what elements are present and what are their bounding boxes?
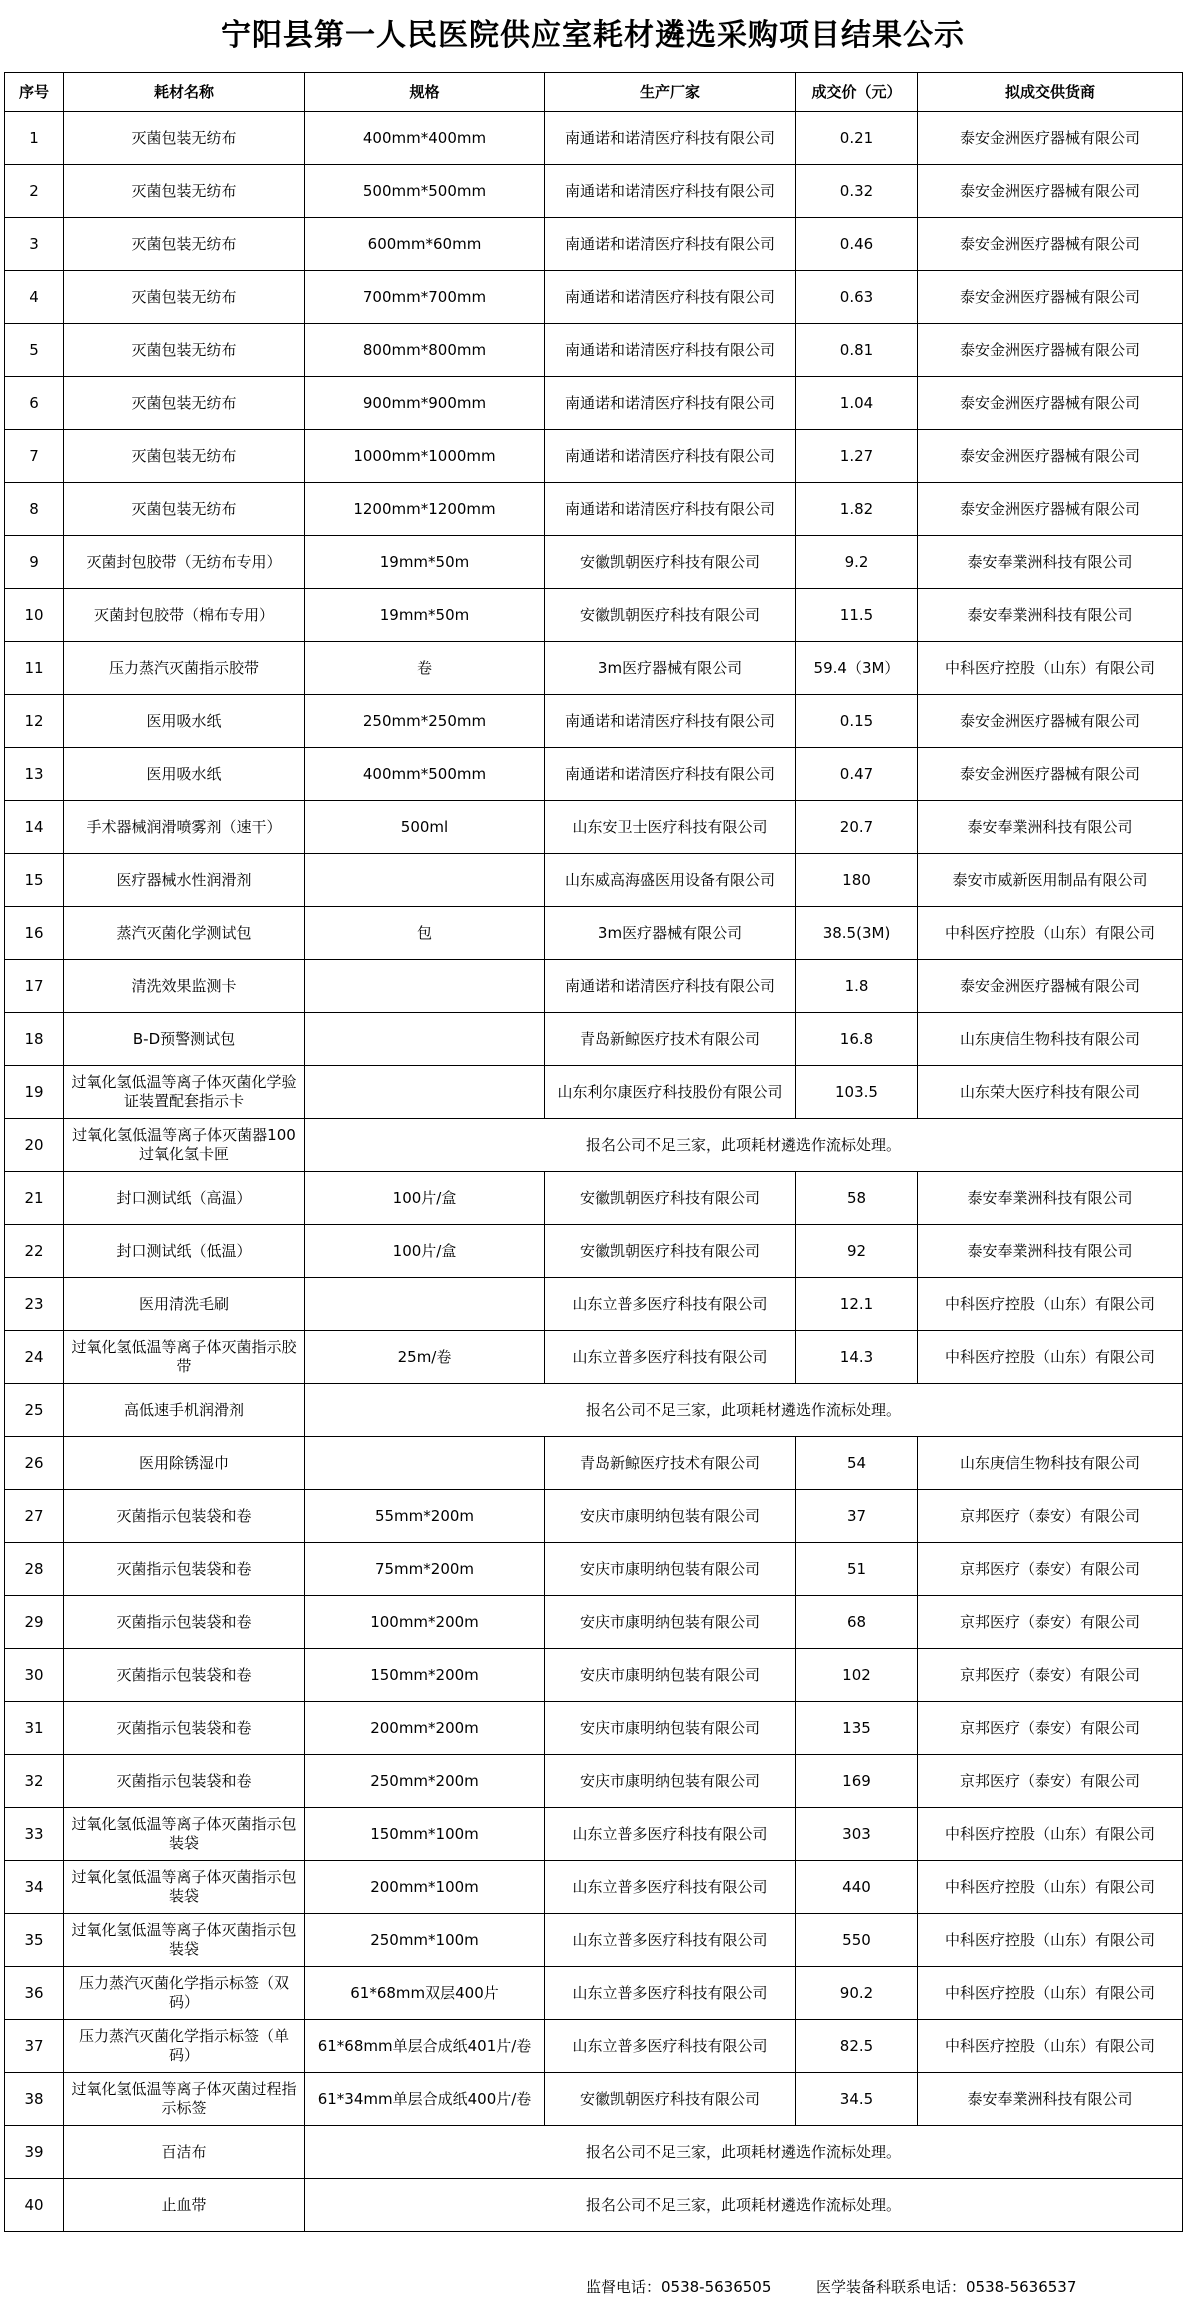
cell-spec: 19mm*50m [305,589,545,642]
cell-name: 灭菌指示包装袋和卷 [64,1702,305,1755]
cell-no: 25 [5,1384,64,1437]
cell-no: 20 [5,1119,64,1172]
cell-spec: 200mm*200m [305,1702,545,1755]
cell-supplier: 泰安奉業洲科技有限公司 [918,536,1183,589]
cell-no: 31 [5,1702,64,1755]
cell-maker: 青岛新鲸医疗技术有限公司 [545,1013,796,1066]
table-row [5,642,1183,695]
cell-maker: 安庆市康明纳包装有限公司 [545,1490,796,1543]
cell-price: 11.5 [796,589,918,642]
cell-name: 百洁布 [64,2126,305,2179]
cell-no: 14 [5,801,64,854]
cell-price: 303 [796,1808,918,1861]
cell-maker: 安庆市康明纳包装有限公司 [545,1543,796,1596]
cell-price: 82.5 [796,2020,918,2073]
cell-name: 清洗效果监测卡 [64,960,305,1013]
table-row [5,377,1183,430]
cell-price: 0.32 [796,165,918,218]
cell-supplier: 中科医疗控股（山东）有限公司 [918,1861,1183,1914]
cell-name: 压力蒸汽灭菌化学指示标签（双码） [64,1967,305,2020]
cell-name: 医用吸水纸 [64,748,305,801]
cell-maker: 山东利尔康医疗科技股份有限公司 [545,1066,796,1119]
table-row [5,1755,1183,1808]
cell-no: 16 [5,907,64,960]
cell-spec: 200mm*100m [305,1861,545,1914]
cell-price: 169 [796,1755,918,1808]
cell-supplier: 中科医疗控股（山东）有限公司 [918,1278,1183,1331]
cell-no: 38 [5,2073,64,2126]
cell-name: 灭菌指示包装袋和卷 [64,1596,305,1649]
table-row [5,1384,1183,1437]
cell-spec: 100片/盒 [305,1225,545,1278]
cell-supplier: 泰安金洲医疗器械有限公司 [918,377,1183,430]
cell-supplier: 京邦医疗（泰安）有限公司 [918,1543,1183,1596]
cell-supplier: 泰安金洲医疗器械有限公司 [918,960,1183,1013]
cell-spec: 900mm*900mm [305,377,545,430]
cell-spec [305,1278,545,1331]
cell-no: 21 [5,1172,64,1225]
cell-no: 12 [5,695,64,748]
cell-no: 35 [5,1914,64,1967]
cell-price: 1.8 [796,960,918,1013]
cell-no: 33 [5,1808,64,1861]
cell-no: 6 [5,377,64,430]
cell-supplier: 泰安奉業洲科技有限公司 [918,801,1183,854]
table-row [5,1861,1183,1914]
table-row [5,1490,1183,1543]
cell-supplier: 泰安奉業洲科技有限公司 [918,2073,1183,2126]
cell-maker: 3m医疗器械有限公司 [545,642,796,695]
cell-spec: 150mm*200m [305,1649,545,1702]
header-spec: 规格 [305,73,545,112]
cell-spec: 400mm*400mm [305,112,545,165]
supervision-phone: 监督电话：0538-5636505 [586,2278,772,2296]
cell-merged-note: 报名公司不足三家，此项耗材遴选作流标处理。 [305,1384,1183,1437]
table-row [5,1649,1183,1702]
cell-supplier: 泰安金洲医疗器械有限公司 [918,112,1183,165]
cell-maker: 安徽凯朝医疗科技有限公司 [545,1225,796,1278]
table-row [5,324,1183,377]
cell-supplier: 泰安奉業洲科技有限公司 [918,589,1183,642]
cell-maker: 南通诺和诺清医疗科技有限公司 [545,218,796,271]
cell-supplier: 京邦医疗（泰安）有限公司 [918,1755,1183,1808]
table-row [5,536,1183,589]
cell-spec: 61*68mm单层合成纸401片/卷 [305,2020,545,2073]
cell-supplier: 泰安金洲医疗器械有限公司 [918,324,1183,377]
cell-no: 4 [5,271,64,324]
header-no: 序号 [5,73,64,112]
cell-maker: 南通诺和诺清医疗科技有限公司 [545,112,796,165]
cell-no: 36 [5,1967,64,2020]
cell-supplier: 山东庚信生物科技有限公司 [918,1013,1183,1066]
cell-supplier: 京邦医疗（泰安）有限公司 [918,1596,1183,1649]
cell-no: 39 [5,2126,64,2179]
cell-no: 5 [5,324,64,377]
cell-spec: 61*34mm单层合成纸400片/卷 [305,2073,545,2126]
table-row [5,854,1183,907]
cell-merged-note: 报名公司不足三家，此项耗材遴选作流标处理。 [305,1119,1183,1172]
table-row [5,1066,1183,1119]
cell-name: 灭菌包装无纺布 [64,112,305,165]
cell-no: 24 [5,1331,64,1384]
cell-maker: 安庆市康明纳包装有限公司 [545,1702,796,1755]
cell-no: 10 [5,589,64,642]
cell-no: 15 [5,854,64,907]
cell-price: 0.15 [796,695,918,748]
cell-price: 102 [796,1649,918,1702]
cell-maker: 南通诺和诺清医疗科技有限公司 [545,960,796,1013]
cell-price: 1.82 [796,483,918,536]
cell-name: 医用清洗毛刷 [64,1278,305,1331]
cell-no: 27 [5,1490,64,1543]
table-row [5,907,1183,960]
cell-no: 19 [5,1066,64,1119]
cell-maker: 南通诺和诺清医疗科技有限公司 [545,271,796,324]
cell-no: 9 [5,536,64,589]
cell-supplier: 泰安金洲医疗器械有限公司 [918,271,1183,324]
cell-supplier: 中科医疗控股（山东）有限公司 [918,907,1183,960]
cell-price: 34.5 [796,2073,918,2126]
cell-spec [305,1066,545,1119]
table-row [5,1119,1183,1172]
cell-spec: 400mm*500mm [305,748,545,801]
cell-name: 灭菌封包胶带（棉布专用） [64,589,305,642]
cell-price: 180 [796,854,918,907]
cell-name: 手术器械润滑喷雾剂（速干） [64,801,305,854]
cell-price: 0.81 [796,324,918,377]
cell-no: 30 [5,1649,64,1702]
table-row [5,1543,1183,1596]
table-row [5,271,1183,324]
cell-spec: 250mm*250mm [305,695,545,748]
cell-name: 过氧化氢低温等离子体灭菌指示包装袋 [64,1861,305,1914]
cell-no: 34 [5,1861,64,1914]
cell-name: 医疗器械水性润滑剂 [64,854,305,907]
cell-no: 40 [5,2179,64,2232]
cell-name: 灭菌指示包装袋和卷 [64,1490,305,1543]
cell-no: 23 [5,1278,64,1331]
table-row [5,1914,1183,1967]
cell-spec: 150mm*100m [305,1808,545,1861]
cell-maker: 山东安卫士医疗科技有限公司 [545,801,796,854]
table-row [5,1437,1183,1490]
cell-name: B-D预警测试包 [64,1013,305,1066]
cell-supplier: 山东庚信生物科技有限公司 [918,1437,1183,1490]
cell-price: 38.5(3M) [796,907,918,960]
page-title: 宁阳县第一人民医院供应室耗材遴选采购项目结果公示 [221,18,965,53]
cell-spec: 500mm*500mm [305,165,545,218]
cell-name: 灭菌包装无纺布 [64,430,305,483]
cell-no: 37 [5,2020,64,2073]
cell-spec: 卷 [305,642,545,695]
cell-supplier: 泰安金洲医疗器械有限公司 [918,695,1183,748]
cell-supplier: 中科医疗控股（山东）有限公司 [918,1808,1183,1861]
cell-maker: 安徽凯朝医疗科技有限公司 [545,536,796,589]
cell-no: 11 [5,642,64,695]
cell-maker: 青岛新鲸医疗技术有限公司 [545,1437,796,1490]
cell-price: 14.3 [796,1331,918,1384]
footer [0,2268,1186,2304]
header-price: 成交价（元） [796,73,918,112]
table-row [5,1331,1183,1384]
table-row [5,2126,1183,2179]
cell-spec [305,854,545,907]
cell-spec: 100mm*200m [305,1596,545,1649]
cell-maker: 山东威高海盛医用设备有限公司 [545,854,796,907]
table-row [5,960,1183,1013]
cell-spec: 25m/卷 [305,1331,545,1384]
cell-name: 灭菌包装无纺布 [64,218,305,271]
table-row [5,218,1183,271]
cell-name: 灭菌指示包装袋和卷 [64,1649,305,1702]
cell-supplier: 中科医疗控股（山东）有限公司 [918,1914,1183,1967]
cell-spec: 1000mm*1000mm [305,430,545,483]
cell-name: 灭菌包装无纺布 [64,271,305,324]
cell-name: 医用吸水纸 [64,695,305,748]
cell-maker: 南通诺和诺清医疗科技有限公司 [545,324,796,377]
cell-name: 灭菌包装无纺布 [64,324,305,377]
cell-supplier: 泰安金洲医疗器械有限公司 [918,430,1183,483]
cell-no: 22 [5,1225,64,1278]
cell-name: 封口测试纸（高温） [64,1172,305,1225]
cell-price: 0.46 [796,218,918,271]
cell-merged-note: 报名公司不足三家，此项耗材遴选作流标处理。 [305,2126,1183,2179]
cell-name: 蒸汽灭菌化学测试包 [64,907,305,960]
cell-name: 灭菌指示包装袋和卷 [64,1543,305,1596]
cell-maker: 南通诺和诺清医疗科技有限公司 [545,430,796,483]
cell-price: 54 [796,1437,918,1490]
cell-spec: 600mm*60mm [305,218,545,271]
cell-spec: 100片/盒 [305,1172,545,1225]
cell-maker: 山东立普多医疗科技有限公司 [545,1278,796,1331]
cell-no: 13 [5,748,64,801]
cell-maker: 山东立普多医疗科技有限公司 [545,2020,796,2073]
cell-spec: 包 [305,907,545,960]
cell-name: 高低速手机润滑剂 [64,1384,305,1437]
results-table [4,72,1183,2232]
cell-maker: 山东立普多医疗科技有限公司 [545,1808,796,1861]
table-row [5,2179,1183,2232]
cell-merged-note: 报名公司不足三家，此项耗材遴选作流标处理。 [305,2179,1183,2232]
cell-maker: 南通诺和诺清医疗科技有限公司 [545,483,796,536]
cell-spec: 250mm*200m [305,1755,545,1808]
table-row [5,801,1183,854]
cell-maker: 山东立普多医疗科技有限公司 [545,1331,796,1384]
cell-supplier: 中科医疗控股（山东）有限公司 [918,1331,1183,1384]
cell-price: 12.1 [796,1278,918,1331]
cell-price: 90.2 [796,1967,918,2020]
cell-maker: 山东立普多医疗科技有限公司 [545,1914,796,1967]
table-row [5,1278,1183,1331]
cell-name: 灭菌包装无纺布 [64,377,305,430]
cell-name: 过氧化氢低温等离子体灭菌指示包装袋 [64,1914,305,1967]
cell-no: 2 [5,165,64,218]
cell-price: 92 [796,1225,918,1278]
cell-no: 3 [5,218,64,271]
cell-spec: 61*68mm双层400片 [305,1967,545,2020]
table-body [5,112,1183,2232]
cell-maker: 山东立普多医疗科技有限公司 [545,1861,796,1914]
cell-supplier: 京邦医疗（泰安）有限公司 [918,1649,1183,1702]
cell-supplier: 泰安金洲医疗器械有限公司 [918,483,1183,536]
cell-no: 18 [5,1013,64,1066]
cell-spec: 75mm*200m [305,1543,545,1596]
cell-price: 20.7 [796,801,918,854]
cell-supplier: 泰安市威新医用制品有限公司 [918,854,1183,907]
cell-supplier: 中科医疗控股（山东）有限公司 [918,1967,1183,2020]
table-header-row [5,73,1183,112]
cell-maker: 南通诺和诺清医疗科技有限公司 [545,165,796,218]
cell-spec [305,1013,545,1066]
cell-supplier: 中科医疗控股（山东）有限公司 [918,2020,1183,2073]
table-row [5,1967,1183,2020]
table-row [5,695,1183,748]
cell-price: 51 [796,1543,918,1596]
cell-price: 1.04 [796,377,918,430]
cell-name: 灭菌指示包装袋和卷 [64,1755,305,1808]
cell-name: 过氧化氢低温等离子体灭菌器100过氧化氢卡匣 [64,1119,305,1172]
cell-name: 封口测试纸（低温） [64,1225,305,1278]
cell-price: 37 [796,1490,918,1543]
cell-supplier: 京邦医疗（泰安）有限公司 [918,1702,1183,1755]
cell-no: 7 [5,430,64,483]
cell-supplier: 泰安金洲医疗器械有限公司 [918,218,1183,271]
cell-maker: 安庆市康明纳包装有限公司 [545,1596,796,1649]
cell-price: 135 [796,1702,918,1755]
table-row [5,112,1183,165]
cell-no: 17 [5,960,64,1013]
cell-name: 压力蒸汽灭菌化学指示标签（单码） [64,2020,305,2073]
table-row [5,1013,1183,1066]
cell-no: 28 [5,1543,64,1596]
table-row [5,165,1183,218]
contact-phone: 医学装备科联系电话：0538-5636537 [816,2278,1077,2296]
cell-supplier: 泰安金洲医疗器械有限公司 [918,165,1183,218]
cell-price: 1.27 [796,430,918,483]
cell-maker: 南通诺和诺清医疗科技有限公司 [545,377,796,430]
cell-price: 440 [796,1861,918,1914]
cell-spec: 250mm*100m [305,1914,545,1967]
cell-name: 灭菌包装无纺布 [64,165,305,218]
cell-name: 过氧化氢低温等离子体灭菌化学验证装置配套指示卡 [64,1066,305,1119]
cell-price: 68 [796,1596,918,1649]
cell-price: 9.2 [796,536,918,589]
table-row [5,589,1183,642]
cell-name: 灭菌封包胶带（无纺布专用） [64,536,305,589]
cell-name: 灭菌包装无纺布 [64,483,305,536]
cell-spec [305,960,545,1013]
table-row [5,483,1183,536]
cell-supplier: 山东荣大医疗科技有限公司 [918,1066,1183,1119]
table-row [5,1702,1183,1755]
table-row [5,430,1183,483]
cell-name: 过氧化氢低温等离子体灭菌过程指示标签 [64,2073,305,2126]
table-row [5,1808,1183,1861]
cell-name: 过氧化氢低温等离子体灭菌指示胶带 [64,1331,305,1384]
cell-price: 103.5 [796,1066,918,1119]
cell-no: 8 [5,483,64,536]
cell-maker: 安庆市康明纳包装有限公司 [545,1755,796,1808]
cell-supplier: 中科医疗控股（山东）有限公司 [918,642,1183,695]
cell-no: 29 [5,1596,64,1649]
cell-maker: 南通诺和诺清医疗科技有限公司 [545,748,796,801]
cell-supplier: 泰安奉業洲科技有限公司 [918,1225,1183,1278]
table-row [5,1596,1183,1649]
table-row [5,1225,1183,1278]
cell-maker: 安徽凯朝医疗科技有限公司 [545,2073,796,2126]
cell-spec: 800mm*800mm [305,324,545,377]
cell-maker: 南通诺和诺清医疗科技有限公司 [545,695,796,748]
cell-no: 1 [5,112,64,165]
cell-price: 58 [796,1172,918,1225]
cell-name: 医用除锈湿巾 [64,1437,305,1490]
header-supplier: 拟成交供货商 [918,73,1183,112]
cell-name: 过氧化氢低温等离子体灭菌指示包装袋 [64,1808,305,1861]
cell-price: 16.8 [796,1013,918,1066]
cell-price: 0.47 [796,748,918,801]
cell-maker: 安徽凯朝医疗科技有限公司 [545,589,796,642]
header-maker: 生产厂家 [545,73,796,112]
cell-no: 26 [5,1437,64,1490]
cell-price: 59.4（3M） [796,642,918,695]
table-row [5,2020,1183,2073]
cell-spec: 55mm*200m [305,1490,545,1543]
cell-supplier: 泰安金洲医疗器械有限公司 [918,748,1183,801]
cell-maker: 安徽凯朝医疗科技有限公司 [545,1172,796,1225]
cell-price: 550 [796,1914,918,1967]
cell-name: 止血带 [64,2179,305,2232]
table-row [5,748,1183,801]
cell-spec: 19mm*50m [305,536,545,589]
cell-maker: 山东立普多医疗科技有限公司 [545,1967,796,2020]
header-name: 耗材名称 [64,73,305,112]
cell-no: 32 [5,1755,64,1808]
cell-name: 压力蒸汽灭菌指示胶带 [64,642,305,695]
table-row [5,1172,1183,1225]
cell-spec [305,1437,545,1490]
cell-price: 0.21 [796,112,918,165]
cell-maker: 3m医疗器械有限公司 [545,907,796,960]
table-row [5,2073,1183,2126]
cell-price: 0.63 [796,271,918,324]
cell-supplier: 泰安奉業洲科技有限公司 [918,1172,1183,1225]
cell-maker: 安庆市康明纳包装有限公司 [545,1649,796,1702]
cell-spec: 1200mm*1200mm [305,483,545,536]
cell-spec: 700mm*700mm [305,271,545,324]
cell-supplier: 京邦医疗（泰安）有限公司 [918,1490,1183,1543]
cell-spec: 500ml [305,801,545,854]
